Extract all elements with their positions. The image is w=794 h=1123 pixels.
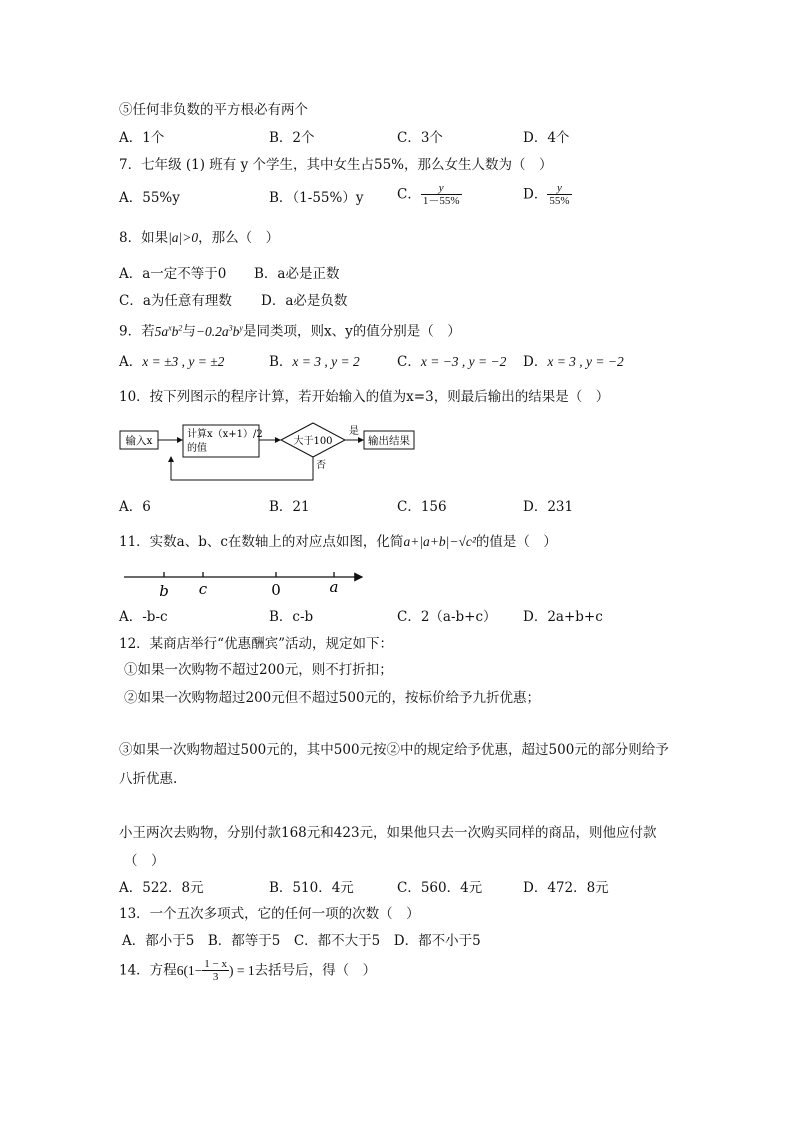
q9-term-2: $-0.2a^3b^y$ bbox=[195, 323, 243, 339]
q14-stem: 14．方程6(1− $\frac{1 - x}{3}$ ) = 1去括号后，得（ ） bbox=[119, 958, 377, 983]
q7-option-d-label: D． bbox=[523, 186, 548, 203]
q12-question-line1: 小王两次去购物，分别付款168元和423元，如果他只去一次购买同样的商品，则他应付款 bbox=[119, 825, 657, 841]
q12-stem: 12．某商店举行“优惠酬宾”活动，规定如下： bbox=[119, 636, 393, 652]
q9-stem: 9．若$5a^xb^2$与$-0.2a^3b^y$是同类项，则x、y的值分别是（ ） bbox=[119, 323, 461, 340]
axis-label-b: b bbox=[159, 582, 169, 600]
q12-option-b: B．510．4元 bbox=[269, 880, 354, 896]
flow-input-label: 输入x bbox=[125, 435, 153, 447]
q6-statement-5: ⑤任何非负数的平方根必有两个 bbox=[119, 102, 308, 118]
q10-stem: 10．按下列图示的程序计算，若开始输入的值为x=3，则最后输出的结果是（ ） bbox=[119, 389, 610, 405]
q11-expression: a+|a+b|−√c² bbox=[403, 534, 476, 549]
flow-compute-line2: 的值 bbox=[187, 443, 207, 454]
axis-label-c: c bbox=[198, 580, 208, 598]
q6-option-d: D．4个 bbox=[523, 130, 570, 146]
flow-no-label: 否 bbox=[316, 460, 326, 471]
q7-option-c bbox=[397, 182, 462, 207]
flow-output-label: 输出结果 bbox=[368, 435, 410, 447]
q8-stem: 8．如果|a|>0，那么（ ） bbox=[119, 230, 280, 246]
q13-options: A．都小于5 B．都等于5 C．都不大于5 D．都不小于5 bbox=[122, 933, 481, 949]
q10-option-c: C．156 bbox=[397, 499, 447, 515]
q12-option-c: C．560．4元 bbox=[397, 880, 483, 896]
q8-option-d: D．a必是负数 bbox=[261, 293, 348, 309]
q12-rule-3-line2: 八折优惠. bbox=[119, 771, 178, 787]
q9-option-c: C．x = −3 , y = −2 bbox=[397, 354, 507, 370]
q7-option-d bbox=[523, 182, 572, 207]
q7-option-a: A．55%y bbox=[119, 190, 180, 206]
axis-label-zero: 0 bbox=[271, 581, 281, 599]
q10-flowchart bbox=[110, 418, 430, 488]
q11-option-a: A．-b-c bbox=[119, 609, 168, 625]
axis-label-a: a bbox=[329, 578, 339, 596]
q6-option-a: A．1个 bbox=[119, 130, 165, 146]
q6-option-b: B．2个 bbox=[269, 130, 315, 146]
q7-option-d-fraction: $\frac{y}{55\%}$ bbox=[549, 182, 570, 207]
q10-option-a: A．6 bbox=[119, 499, 151, 515]
q8-option-c: C．a为任意有理数 bbox=[119, 293, 232, 309]
q12-question-line2: （ ） bbox=[124, 853, 165, 869]
q11-option-b: B．c-b bbox=[269, 609, 314, 625]
q12-option-d: D．472．8元 bbox=[523, 880, 609, 896]
q8-option-a: A．a一定不等于0 bbox=[119, 266, 227, 282]
q6-option-c: C．3个 bbox=[397, 130, 443, 146]
q7-option-b: B．（1-55%）y bbox=[269, 190, 364, 206]
q12-option-a: A．522．8元 bbox=[119, 880, 204, 896]
q9-term-1: $5a^xb^2$ bbox=[154, 323, 183, 339]
q9-option-d: D．x = 3 , y = −2 bbox=[523, 354, 624, 370]
q11-option-c: C．2（a-b+c） bbox=[397, 609, 497, 625]
q10-option-d: D．231 bbox=[523, 499, 574, 515]
q9-option-b: B．x = 3 , y = 2 bbox=[269, 354, 360, 370]
q9-option-a: A．x = ±3 , y = ±2 bbox=[119, 354, 225, 370]
flow-loop-back bbox=[171, 457, 313, 480]
q11-number-line bbox=[120, 566, 370, 600]
q13-stem: 13．一个五次多项式，它的任何一项的次数（ ） bbox=[119, 906, 420, 922]
q7-stem: 7．七年级 (1) 班有 y 个学生，其中女生占55%，那么女生人数为（ ） bbox=[119, 157, 553, 173]
flow-yes-label: 是 bbox=[349, 426, 359, 437]
q7-option-c-fraction: $\frac{y}{1-55\%}$ bbox=[422, 182, 460, 207]
q12-rule-2: ②如果一次购物超过200元但不超过500元的，按标价给予九折优惠； bbox=[124, 690, 541, 706]
q8-option-b: B．a必是正数 bbox=[254, 266, 340, 282]
q7-option-c-label: C． bbox=[397, 186, 421, 203]
flow-compute-line1: 计算x（x+1）/2 bbox=[187, 429, 263, 440]
q14-equation: 6(1− $\frac{1 - x}{3}$ ) = 1 bbox=[176, 958, 255, 983]
q12-rule-1: ①如果一次购物不超过200元，则不打折扣； bbox=[124, 662, 393, 678]
q10-option-b: B．21 bbox=[269, 499, 310, 515]
q12-rule-3-line1: ③如果一次购物超过500元的，其中500元按②中的规定给予优惠，超过500元的部分则给予 bbox=[119, 742, 669, 758]
q11-option-d: D．2a+b+c bbox=[523, 609, 603, 625]
q11-stem: 11．实数a、b、c在数轴上的对应点如图，化简a+|a+b|−√c²的值是（ ） bbox=[119, 534, 557, 550]
flow-decision-label: 大于100 bbox=[293, 436, 333, 447]
q8-condition-math: |a|>0 bbox=[168, 230, 199, 245]
